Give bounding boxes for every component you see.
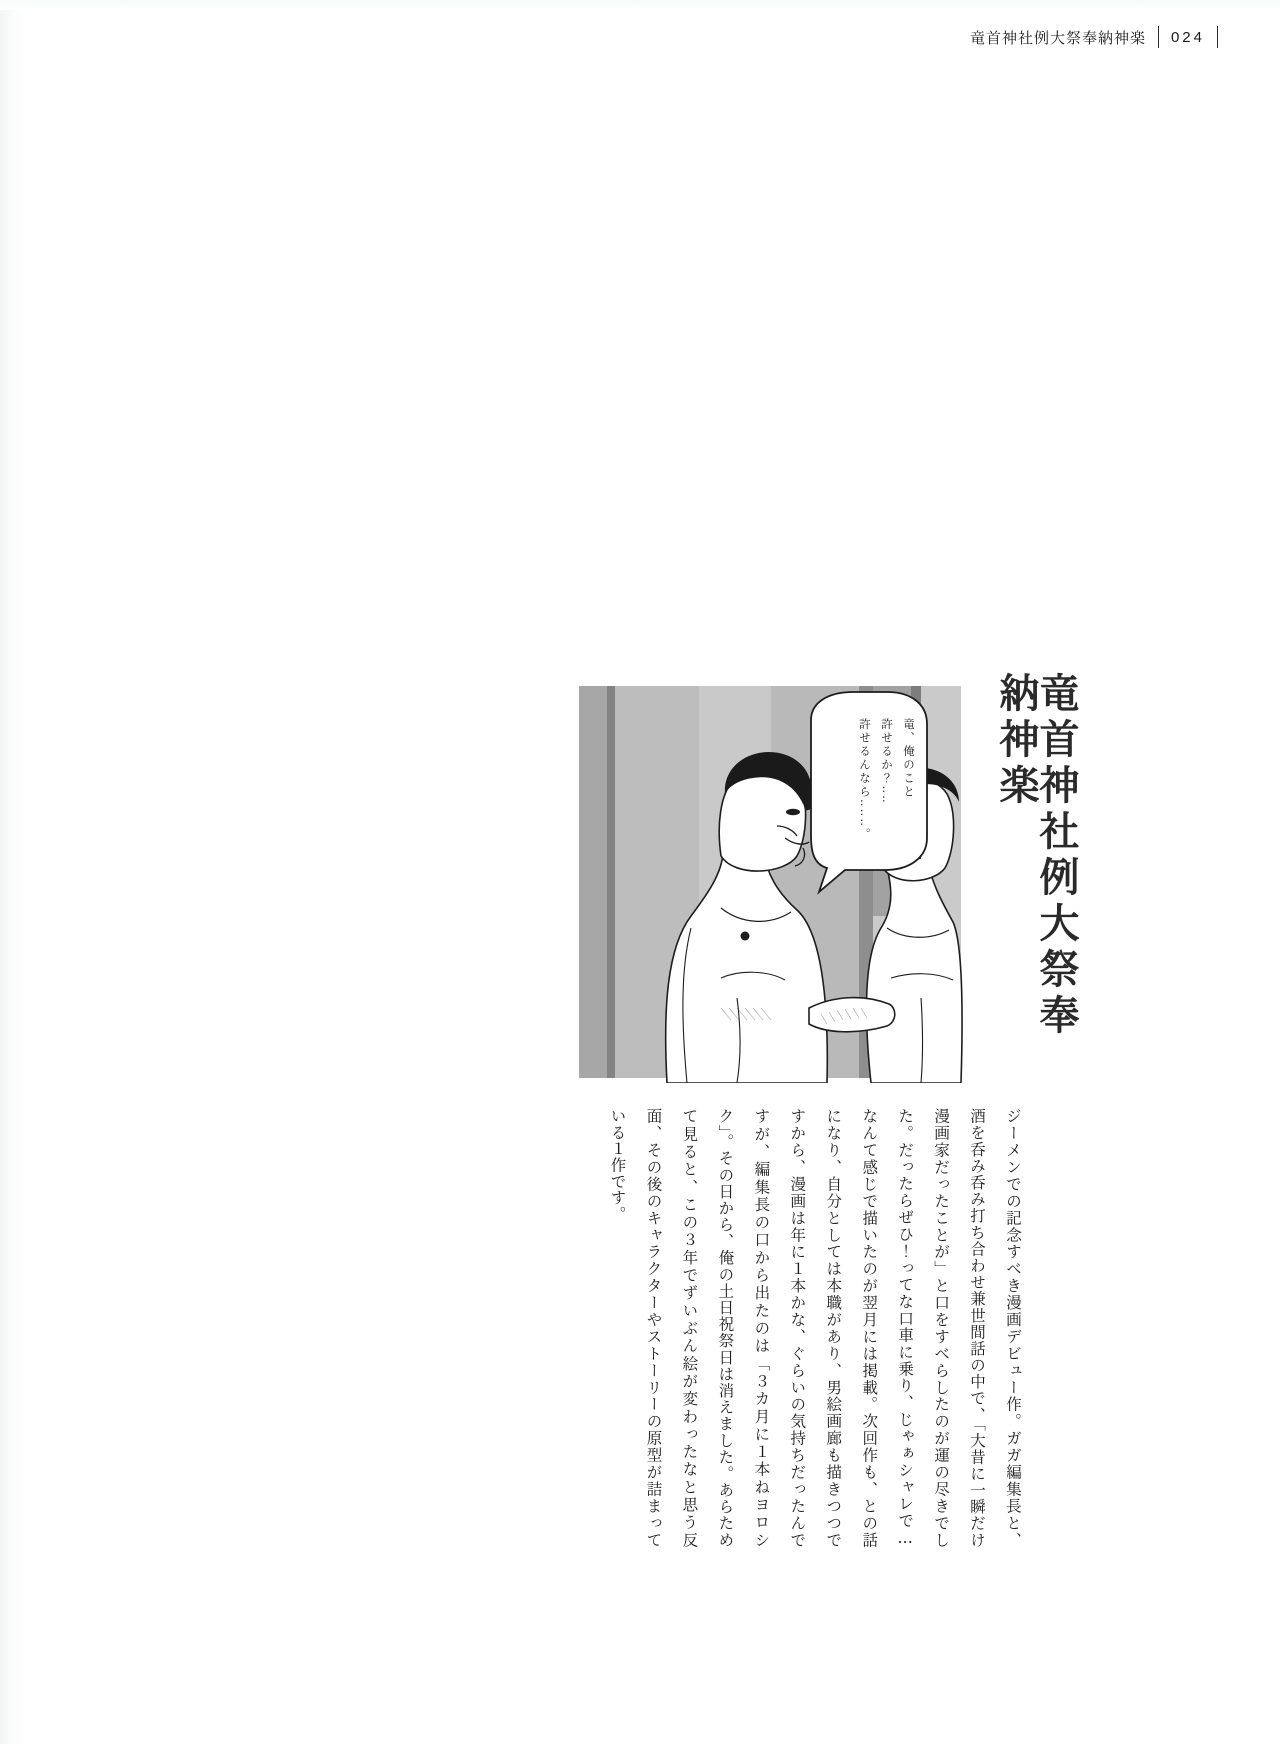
svg-text:竜、俺のこと: 竜、俺のこと xyxy=(902,718,916,799)
running-header xyxy=(970,26,1218,48)
page-number: 024 xyxy=(1170,28,1205,46)
essay-paragraph: ジーメンでの記念すべき漫画デビュー作。ガガ編集長と、酒を呑み呑み打ち合わせ兼世間話の中で、「大昔に一瞬だけ漫画家だったことが」と口をすべらしたのが運の尽きでした。だったらぜひ！ってな口車に乗り、じゃぁシャレで…なんて感じで描いたのが翌月には掲載。次回作も、との話になり、自分としては本職があり、男絵画廊も描きつつですから、漫画は年に１本かな、ぐらいの気持ちだったんですが、編集長の口から出たのは「３カ月に１本ねヨロシク」。その日から、俺の土日祝祭日は消えました。あらためて見ると、この３年でずいぶん絵が変わったなと思う反面、その後のキャラクターやストーリーの原型が詰まっている１作です。 xyxy=(608,1108,1022,1548)
essay-body xyxy=(540,1108,1030,1548)
page-gutter-shading xyxy=(0,0,26,1744)
svg-text:許せるんなら‥‥‥。: 許せるんなら‥‥‥。 xyxy=(858,718,872,842)
svg-text:許せるか？‥‥: 許せるか？‥‥ xyxy=(880,718,894,805)
manga-illustration xyxy=(571,678,968,1083)
running-header-title: 竜首神社例大祭奉納神楽 xyxy=(969,29,1146,47)
manga-panel-artwork xyxy=(571,678,968,1083)
page-top-edge-shading xyxy=(0,0,1280,10)
work-title: 竜首神社例大祭奉納神楽 xyxy=(993,672,1080,1040)
header-divider-rule-right xyxy=(1217,26,1218,48)
header-divider-rule xyxy=(1158,26,1159,48)
